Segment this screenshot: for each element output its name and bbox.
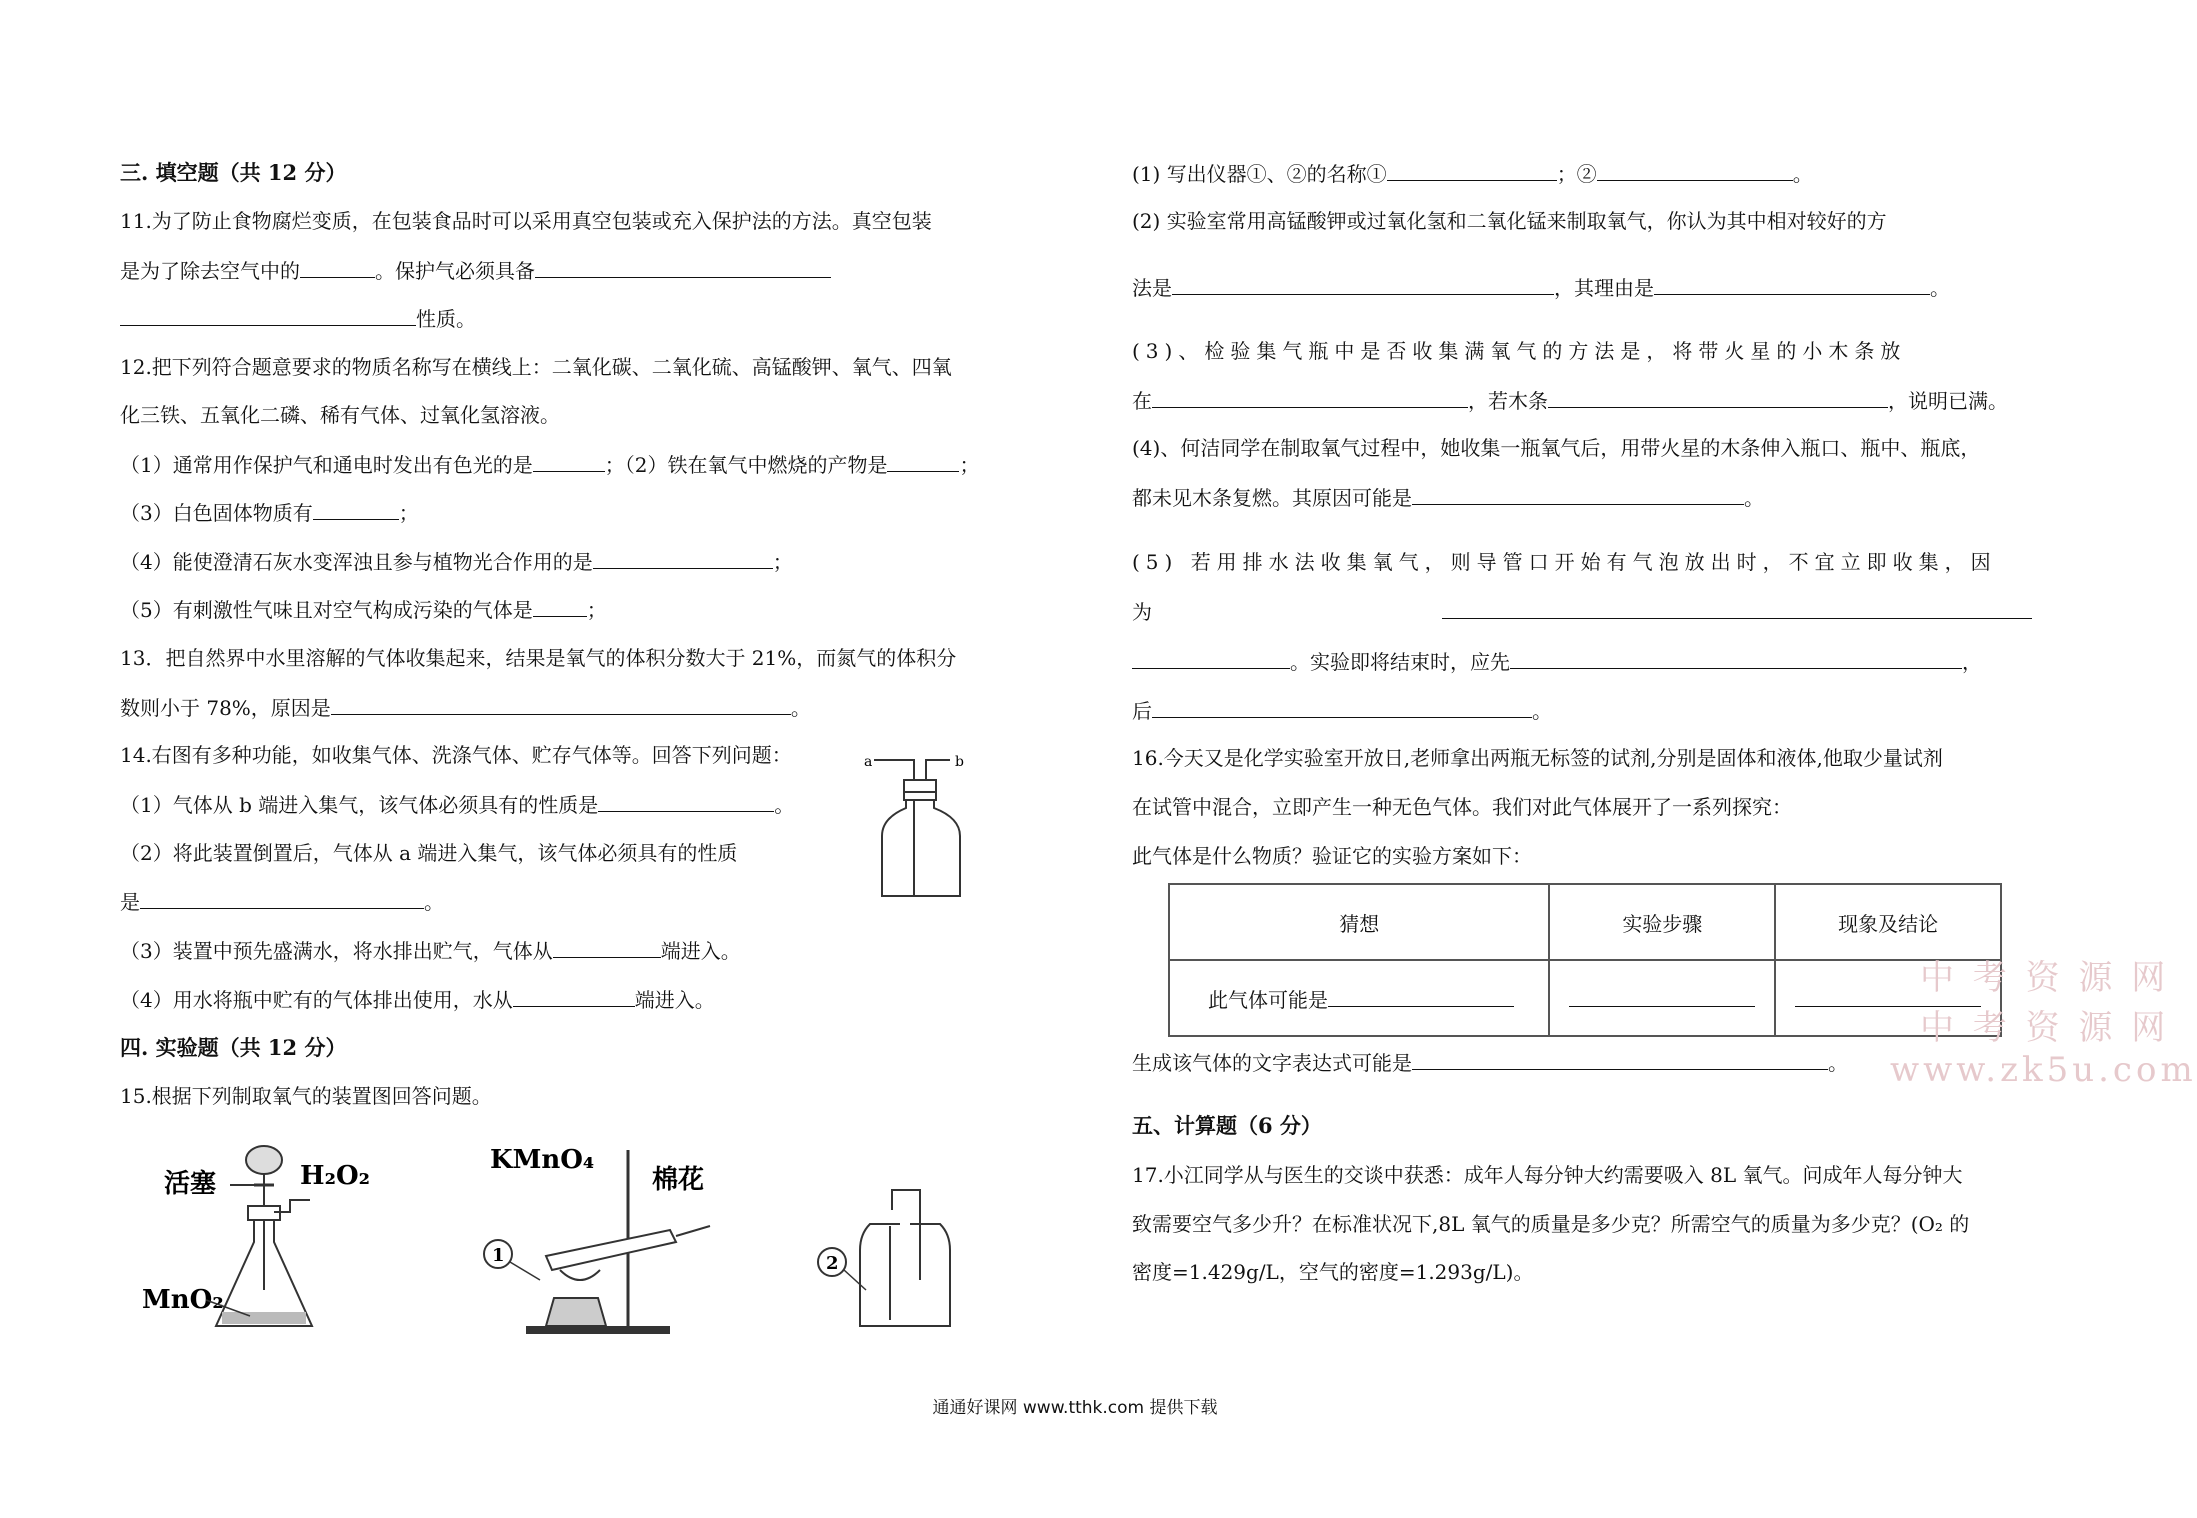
q11-text-c: 性质。 bbox=[416, 307, 476, 331]
gas-bottle-figure bbox=[860, 746, 980, 902]
page-footer: 通通好课网 www.tthk.com 提供下载 bbox=[932, 1398, 1218, 1418]
q14-part3-text: （3）装置中预先盛满水，将水排出贮气，气体从 bbox=[120, 939, 553, 963]
th-guess: 猜想 bbox=[1169, 884, 1549, 960]
q14-part1 bbox=[120, 789, 794, 820]
q15-blank-3[interactable] bbox=[1172, 272, 1554, 295]
q16-line4-text: 生成该气体的文字表达式可能是 bbox=[1132, 1051, 1412, 1075]
q13-text: 数则小于 78%，原因是 bbox=[120, 696, 331, 720]
kmno4-apparatus bbox=[484, 1145, 710, 1334]
q15-part5-end: 。 bbox=[1532, 699, 1552, 723]
mno2-label: MnO₂ bbox=[142, 1285, 224, 1315]
q14-line1: 14.右图有多种功能，如收集气体、洗涤气体、贮存气体等。回答下列问题： bbox=[120, 743, 792, 767]
h2o2-label: H₂O₂ bbox=[300, 1161, 370, 1191]
q16-line3: 此气体是什么物质？验证它的实验方案如下： bbox=[1132, 844, 1532, 868]
q16-blank-expr[interactable] bbox=[1412, 1047, 1828, 1070]
q15-part3b-text: 在 bbox=[1132, 389, 1152, 413]
q14-part2b bbox=[120, 886, 444, 917]
q12-line2: 化三铁、五氧化二磷、稀有气体、过氧化氢溶液。 bbox=[120, 403, 560, 427]
q12-part4-text: （4）能使澄清石灰水变浑浊且参与植物光合作用的是 bbox=[120, 550, 593, 574]
q12-part1-text: （1）通常用作保护气和通电时发出有色光的是 bbox=[120, 453, 533, 477]
q16-line2: 在试管中混合，立即产生一种无色气体。我们对此气体展开了一系列探究： bbox=[1132, 795, 1792, 819]
q15-blank-6[interactable] bbox=[1548, 385, 1888, 408]
section-5-title: 五、计算题（6 分） bbox=[1132, 1113, 1322, 1138]
q14-part2-end: 。 bbox=[424, 890, 444, 914]
q15-part5d-text: ， bbox=[1962, 650, 1982, 674]
q11-text-b: 。保护气必须具备 bbox=[375, 259, 535, 283]
q13-blank[interactable] bbox=[331, 692, 791, 715]
q15-part4b bbox=[1132, 482, 1764, 513]
q15-part5c-text: 。实验即将结束时，应先 bbox=[1290, 650, 1510, 674]
q15-part5b bbox=[1132, 596, 2032, 627]
q15-intro: 15.根据下列制取氧气的装置图回答问题。 bbox=[120, 1084, 492, 1108]
q15-part3: (3)、检验集气瓶中是否收集满氧气的方法是，将带火星的小木条放 bbox=[1132, 339, 1907, 363]
table-row bbox=[1169, 960, 2001, 1036]
q17-line2: 致需要空气多少升？在标准状况下,8L 氧气的质量是多少克？所需空气的质量为多少克？(O₂ 的 bbox=[1132, 1212, 1970, 1236]
q15-blank-5[interactable] bbox=[1152, 385, 1468, 408]
q12-part3-end: ； bbox=[398, 501, 419, 525]
q14-part4 bbox=[120, 984, 715, 1015]
q11-line1: 11.为了防止食物腐烂变质，在包装食品时可以采用真空包装或充入保护法的方法。真空包装 bbox=[120, 209, 932, 233]
q15-blank-1[interactable] bbox=[1387, 158, 1557, 181]
h2o2-apparatus bbox=[142, 1146, 370, 1326]
td-guess bbox=[1169, 960, 1549, 1036]
q11-text-a: 是为了除去空气中的 bbox=[120, 259, 300, 283]
q14-part4-end: 端进入。 bbox=[634, 988, 715, 1012]
q11-line2 bbox=[120, 255, 831, 286]
q15-part3c-text: ，若木条 bbox=[1468, 389, 1548, 413]
q15-part2-end: 。 bbox=[1930, 276, 1950, 300]
q15-part5e-text: 后 bbox=[1132, 699, 1152, 723]
q14-part3 bbox=[120, 935, 741, 966]
q13-end: 。 bbox=[790, 696, 811, 720]
stopcock-label: 活塞 bbox=[164, 1169, 217, 1199]
q14-part3-end: 端进入。 bbox=[660, 939, 741, 963]
q15-part3-end: ，说明已满。 bbox=[1888, 389, 2008, 413]
q15-part5: (5) 若用排水法收集氧气，则导管口开始有气泡放出时，不宜立即收集，因 bbox=[1132, 550, 1997, 574]
q15-part5e bbox=[1132, 695, 1552, 726]
q11-line3 bbox=[120, 303, 476, 334]
q14-blank-3[interactable] bbox=[553, 935, 661, 958]
q14-part2b-text: 是 bbox=[120, 890, 140, 914]
q14-blank-2[interactable] bbox=[140, 886, 424, 909]
q11-blank-3[interactable] bbox=[120, 303, 416, 326]
q14-part1-end: 。 bbox=[774, 793, 795, 817]
q15-blank-8[interactable] bbox=[1442, 596, 2032, 619]
label-1: 1 bbox=[492, 1245, 505, 1266]
watermark-2: 中 考 资 源 网 bbox=[1920, 1008, 2170, 1048]
q12-part4-end: ； bbox=[772, 550, 793, 574]
q15-part1-mid: ；② bbox=[1556, 162, 1597, 186]
q14-part2: （2）将此装置倒置后，气体从 a 端进入集气，该气体必须具有的性质 bbox=[120, 841, 738, 865]
kmno4-label: KMnO₄ bbox=[490, 1145, 595, 1175]
q12-blank-3[interactable] bbox=[313, 497, 399, 520]
port-b-label: b bbox=[955, 754, 964, 770]
q15-part2b-text: 法是 bbox=[1132, 276, 1172, 300]
q15-blank-2[interactable] bbox=[1597, 158, 1793, 181]
q11-blank-1[interactable] bbox=[300, 255, 375, 278]
section-3-title: 三. 填空题（共 12 分） bbox=[120, 160, 347, 185]
q13-line2 bbox=[120, 692, 811, 723]
q17-line1: 17.小江同学从与医生的交谈中获悉：成年人每分钟大约需要吸入 8L 氧气。问成年人每分钟大 bbox=[1132, 1163, 1963, 1187]
q15-part4b-text: 都未见木条复燃。其原因可能是 bbox=[1132, 486, 1412, 510]
q15-part2: (2) 实验室常用高锰酸钾或过氧化氢和二氧化锰来制取氧气，你认为其中相对较好的方 bbox=[1132, 209, 1887, 233]
q12-part5-end: ； bbox=[586, 598, 607, 622]
q15-part4: (4)、何洁同学在制取氧气过程中，她收集一瓶氧气后，用带火星的木条伸入瓶口、瓶中、瓶底， bbox=[1132, 436, 1981, 460]
table-blank-1[interactable] bbox=[1328, 984, 1514, 1007]
q16-line4 bbox=[1132, 1047, 1848, 1078]
th-steps: 实验步骤 bbox=[1549, 884, 1775, 960]
q12-blank-1[interactable] bbox=[533, 449, 605, 472]
cotton-label: 棉花 bbox=[652, 1165, 705, 1195]
q15-part3b bbox=[1132, 385, 2008, 416]
collection-bottle bbox=[818, 1190, 950, 1326]
q15-blank-7[interactable] bbox=[1412, 482, 1744, 505]
q16-line4-end: 。 bbox=[1828, 1051, 1848, 1075]
q14-part1-text: （1）气体从 b 端进入集气，该气体必须具有的性质是 bbox=[120, 793, 599, 817]
q15-part1-end: 。 bbox=[1792, 162, 1813, 186]
q15-blank-4[interactable] bbox=[1654, 272, 1930, 295]
q12-line1: 12.把下列符合题意要求的物质名称写在横线上：二氧化碳、二氧化硫、高锰酸钾、氧气、四氧 bbox=[120, 355, 952, 379]
q14-blank-1[interactable] bbox=[598, 789, 774, 812]
q12-part5 bbox=[120, 594, 607, 625]
q12-part4 bbox=[120, 546, 793, 577]
watermark-1: 中 考 资 源 网 bbox=[1920, 958, 2170, 998]
q12-blank-4[interactable] bbox=[593, 546, 773, 569]
q12-blank-2[interactable] bbox=[887, 449, 959, 472]
q12-part5-text: （5）有刺激性气味且对空气构成污染的气体是 bbox=[120, 598, 533, 622]
q12-part3 bbox=[120, 497, 419, 528]
watermark-3: www.zk5u.com bbox=[1890, 1050, 2197, 1090]
td-steps bbox=[1549, 960, 1775, 1036]
port-a-label: a bbox=[864, 754, 873, 770]
q12-blank-5[interactable] bbox=[533, 594, 587, 617]
q14-part4-text: （4）用水将瓶中贮有的气体排出使用，水从 bbox=[120, 988, 513, 1012]
q13-line1: 13．把自然界中水里溶解的气体收集起来，结果是氧气的体积分数大于 21%，而氮气的体积分 bbox=[120, 646, 957, 670]
q17-line3: 密度=1.429g/L，空气的密度=1.293g/L)。 bbox=[1132, 1260, 1534, 1284]
th-result: 现象及结论 bbox=[1775, 884, 2001, 960]
q15-part1-text: (1) 写出仪器①、②的名称① bbox=[1132, 162, 1387, 186]
section-4-title: 四. 实验题（共 12 分） bbox=[120, 1035, 347, 1060]
label-2: 2 bbox=[826, 1253, 839, 1274]
q15-part2c-text: ，其理由是 bbox=[1554, 276, 1654, 300]
q12-part1 bbox=[120, 449, 979, 480]
q15-blank-9[interactable] bbox=[1132, 646, 1290, 669]
q15-blank-11[interactable] bbox=[1152, 695, 1532, 718]
td-guess-text: 此气体可能是 bbox=[1208, 987, 1328, 1012]
experiment-table bbox=[1168, 883, 2002, 1037]
q15-blank-10[interactable] bbox=[1510, 646, 1962, 669]
q15-part5c bbox=[1132, 646, 1982, 677]
q12-part3-text: （3）白色固体物质有 bbox=[120, 501, 313, 525]
q15-part1 bbox=[1132, 158, 1813, 189]
oxygen-apparatus-figure bbox=[142, 1130, 990, 1340]
table-blank-2[interactable] bbox=[1569, 984, 1755, 1007]
q11-blank-2[interactable] bbox=[535, 255, 831, 278]
q12-part2-text: ；（2）铁在氧气中燃烧的产物是 bbox=[604, 453, 888, 477]
q12-part2-end: ； bbox=[959, 453, 980, 477]
q15-part2b bbox=[1132, 272, 1950, 303]
table-header-row bbox=[1169, 884, 2001, 960]
q15-part5b-text: 为 bbox=[1132, 600, 1152, 624]
q16-line1: 16.今天又是化学实验室开放日,老师拿出两瓶无标签的试剂,分别是固体和液体,他取少量试剂 bbox=[1132, 746, 1943, 770]
q14-blank-4[interactable] bbox=[513, 984, 635, 1007]
q15-part4-end: 。 bbox=[1744, 486, 1764, 510]
